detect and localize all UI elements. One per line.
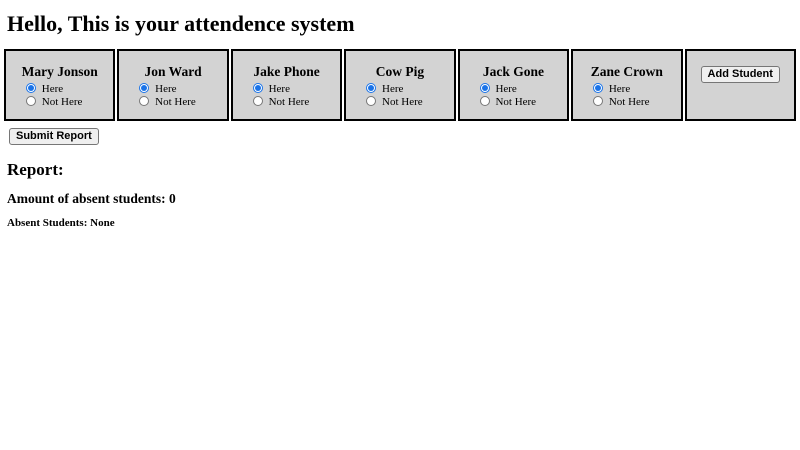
- student-card: [571, 49, 682, 121]
- student-name: Zane Crown: [590, 64, 663, 79]
- here-option-label: Here: [268, 83, 290, 95]
- add-student-card: [685, 49, 796, 121]
- not-here-radio[interactable]: [139, 96, 149, 106]
- student-card: [344, 49, 455, 121]
- here-radio[interactable]: [253, 83, 263, 93]
- here-option[interactable]: [26, 83, 113, 95]
- student-name: Jack Gone: [482, 64, 544, 79]
- page-title: Hello, This is your attendence system: [7, 11, 355, 36]
- not-here-radio[interactable]: [26, 96, 36, 106]
- not-here-radio[interactable]: [253, 96, 263, 106]
- student-name: Jon Ward: [144, 64, 202, 79]
- here-radio[interactable]: [593, 83, 603, 93]
- not-here-option[interactable]: [593, 96, 680, 108]
- absent-count-text: Amount of absent students: 0: [7, 191, 176, 206]
- student-name: Jake Phone: [253, 64, 320, 79]
- here-option[interactable]: [253, 83, 340, 95]
- here-option[interactable]: [366, 83, 453, 95]
- here-option[interactable]: [593, 83, 680, 95]
- add-student-button[interactable]: Add Student: [701, 66, 780, 83]
- here-radio[interactable]: [139, 83, 149, 93]
- not-here-radio[interactable]: [480, 96, 490, 106]
- here-radio[interactable]: [480, 83, 490, 93]
- not-here-option[interactable]: [139, 96, 226, 108]
- student-card: [4, 49, 115, 121]
- here-radio[interactable]: [366, 83, 376, 93]
- attendance-options: [460, 83, 567, 108]
- here-option[interactable]: [480, 83, 567, 95]
- submit-report-button[interactable]: Submit Report: [9, 128, 99, 145]
- student-card: [231, 49, 342, 121]
- here-option-label: Here: [382, 83, 404, 95]
- not-here-radio[interactable]: [593, 96, 603, 106]
- attendance-options: [233, 83, 340, 108]
- student-card: [458, 49, 569, 121]
- not-here-option-label: Not Here: [41, 96, 83, 108]
- not-here-option-label: Not Here: [268, 96, 310, 108]
- not-here-option[interactable]: [253, 96, 340, 108]
- here-option-label: Here: [41, 83, 64, 95]
- report-heading: Report:: [7, 160, 64, 179]
- attendance-options: [119, 83, 226, 108]
- attendance-row: [4, 49, 796, 121]
- student-card: [117, 49, 228, 121]
- attendance-options: [573, 83, 680, 108]
- here-option-label: Here: [495, 83, 517, 95]
- here-option-label: Here: [155, 83, 177, 95]
- student-name: Mary Jonson: [21, 64, 98, 79]
- not-here-option[interactable]: [366, 96, 453, 108]
- absent-students-text: Absent Students: None: [7, 217, 115, 229]
- not-here-option[interactable]: [480, 96, 567, 108]
- not-here-option-label: Not Here: [608, 96, 650, 108]
- not-here-option-label: Not Here: [382, 96, 423, 108]
- here-option[interactable]: [139, 83, 226, 95]
- not-here-option-label: Not Here: [155, 96, 196, 108]
- attendance-options: [346, 83, 453, 108]
- student-name: Cow Pig: [375, 64, 425, 79]
- not-here-radio[interactable]: [366, 96, 376, 106]
- attendance-options: [6, 83, 113, 108]
- here-radio[interactable]: [26, 83, 36, 93]
- not-here-option-label: Not Here: [495, 96, 537, 108]
- here-option-label: Here: [608, 83, 631, 95]
- not-here-option[interactable]: [26, 96, 113, 108]
